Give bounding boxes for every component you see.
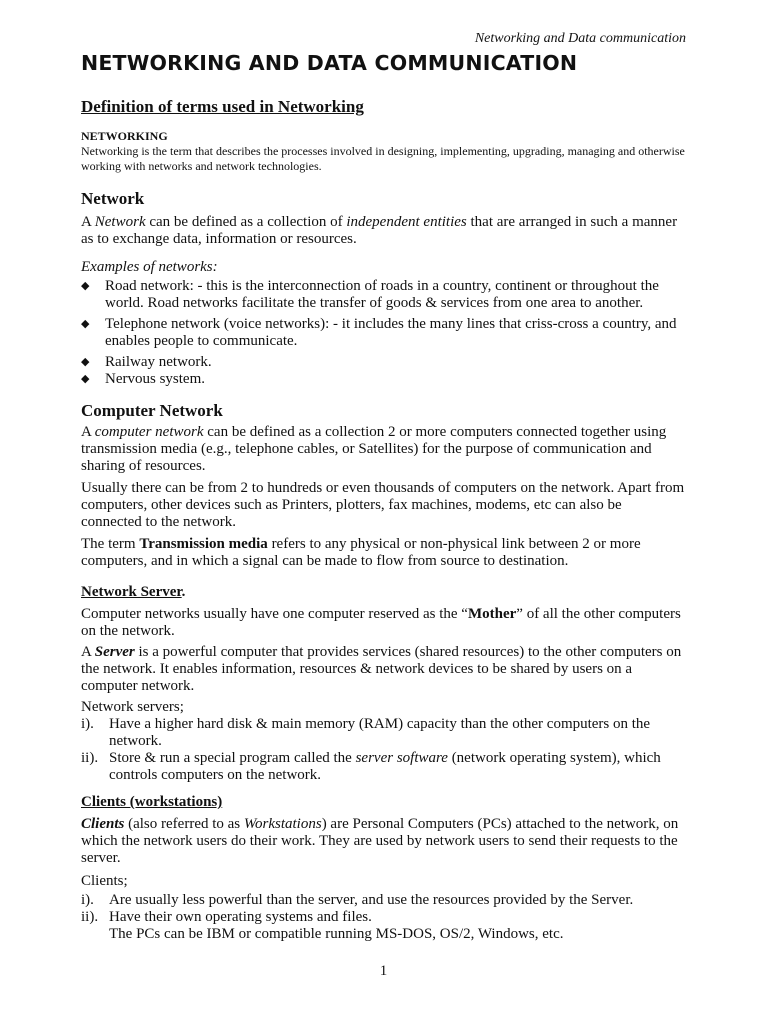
running-header: Networking and Data communication bbox=[474, 31, 686, 46]
server-list-label: Network servers; bbox=[81, 699, 184, 715]
server-list bbox=[81, 716, 686, 784]
section-heading: Definition of terms used in Networking bbox=[81, 97, 364, 116]
networking-block bbox=[81, 129, 686, 174]
document-body bbox=[81, 127, 686, 943]
clients-list bbox=[81, 892, 686, 926]
network-definition: A Network can be defined as a collection of independent entities that are arranged in such a manner as to exchange data, information or resources. bbox=[81, 214, 678, 247]
server-para1: Computer networks usually have one computer reserved as the “Mother” of all the other computers on the network. bbox=[81, 606, 681, 639]
list-item: ◆ Nervous system. bbox=[81, 371, 686, 388]
network-heading: Network bbox=[81, 189, 145, 208]
list-item: ◆ Railway network. bbox=[81, 354, 686, 371]
computer-network-para2: Usually there can be from 2 to hundreds or even thousands of computers on the network. Apart from computers, other devices such as Printers, plotters, fax machines, modems, etc can also be connected to the network. bbox=[81, 480, 685, 530]
list-item: ◆ Telephone network (voice networks): - it includes the many lines that criss-cross a country, and enables people to communicate. bbox=[81, 316, 686, 350]
network-term: Network bbox=[94, 214, 146, 230]
computer-network-definition: A computer network can be defined as a collection 2 or more computers connected together using transmission media (e.g., telephone cables, or Satellites) for the purpose of communication and sharing of resources. bbox=[81, 424, 667, 474]
computer-network-heading: Computer Network bbox=[81, 401, 223, 420]
clients-para1: Clients (also referred to as Workstations) are Personal Computers (PCs) attached to the network, on which the network users do their work. They are used by network users to send their requests to the server. bbox=[81, 816, 679, 866]
list-item: ◆ Road network: - this is the interconnection of roads in a country, continent or throughout the world. Road networks facilitate the transfer of goods & services from one area to another. bbox=[81, 278, 686, 312]
list-item: ii). Have their own operating systems and files. bbox=[81, 909, 372, 925]
examples-list bbox=[81, 278, 686, 388]
examples-label: Examples of networks: bbox=[81, 259, 218, 275]
computer-network-para3: The term Transmission media refers to any physical or non-physical link between 2 or more computers, and in which a signal can be made to flow from source to destination. bbox=[81, 536, 641, 569]
networking-heading: NETWORKING bbox=[81, 129, 168, 143]
list-item: i). Are usually less powerful than the server, and use the resources provided by the Server. bbox=[81, 892, 634, 908]
independent-entities-term: independent entities bbox=[346, 214, 467, 230]
document-title: NETWORKING AND DATA COMMUNICATION bbox=[81, 51, 578, 75]
page-number: 1 bbox=[379, 963, 388, 979]
clients-list-label: Clients; bbox=[81, 873, 128, 889]
networking-definition: Networking is the term that describes the processes involved in designing, implementing, upgrading, managing and otherwise working with networks and network technologies. bbox=[81, 144, 685, 173]
list-item: ii). Store & run a special program called the server software (network operating system), which controls computers on the network. bbox=[81, 750, 661, 783]
list-item: i). Have a higher hard disk & main memory (RAM) capacity than the other computers on the network. bbox=[81, 716, 651, 749]
clients-trailing: The PCs can be IBM or compatible running MS-DOS, OS/2, Windows, etc. bbox=[109, 926, 564, 942]
server-para2: A Server is a powerful computer that provides services (shared resources) to the other computers on the network. It enables information, resources & network devices to be shared by users on a computer network. bbox=[81, 644, 682, 694]
clients-heading: Clients (workstations) bbox=[81, 794, 223, 810]
network-server-heading: Network Server. bbox=[81, 584, 186, 600]
